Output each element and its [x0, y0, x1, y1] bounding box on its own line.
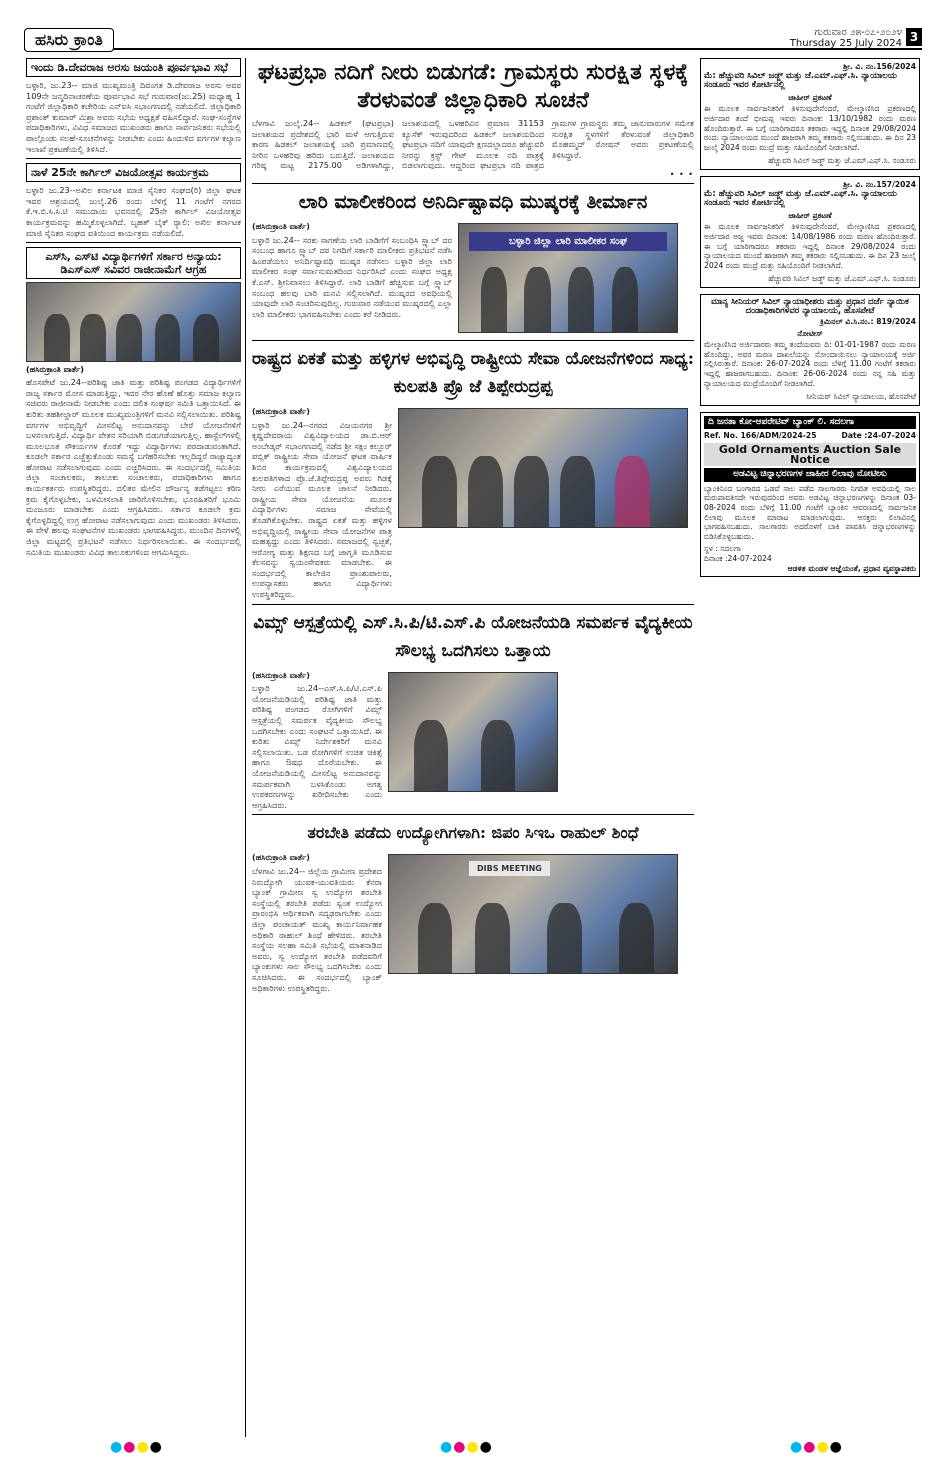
left-story1-body: ಬಳ್ಳಾರಿ, ಜು.23-- ಮಾಜಿ ಮುಖ್ಯಮಂತ್ರಿ ದಿವಂಗತ ಡಿ.ದೇವರಾಜ ಅರಸು ಅವರ 109ನೇ ಜನ್ಮದಿನಾಚರಣೆಯ ಪೂರ್ವಭಾವಿ ಸಭೆ ಗುರುವಾರ(ಜು.25) ಮಧ್ಯಾಹ್ನ 1 ಗಂಟೆಗೆ ಜಿಲ್ಲಾಧಿಕಾರಿ ಕಚೇರಿಯ ಎನ್‍ಐಸಿ ಸಭಾಂಗಣದಲ್ಲಿ ನಡೆಯಲಿದೆ. ಜಿಲ್ಲಾಧಿಕಾರಿ ಪ್ರಶಾಂತ್ ಕುಮಾರ್ ಮಿಶ್ರಾ ಅವರು ಸಭೆಯ ಅಧ್ಯಕ್ಷತೆ ವಹಿಸಲಿದ್ದಾರೆ. ಸಂಘ-ಸಂಸ್ಥೆಗಳ ಪದಾಧಿಕಾರಿಗಳು, ವಿವಿಧ ಸಮಾಜದ ಮುಖಂಡರು ಹಾಗೂ ಸಾರ್ವಜನಿಕರು ಸಭೆಯಲ್ಲಿ ಪಾಲ್ಗೊಂಡು ಸಲಹೆ-ಸೂಚನೆಗಳನ್ನು ನೀಡಬೇಕು ಎಂದು ಹಿಂದುಳಿದ ವರ್ಗಗಳ ಕಲ್ಯಾಣ ಇಲಾಖೆ ಪ್ರಕಟಣೆಯಲ್ಲಿ ತಿಳಿಸಿದೆ. [26, 80, 241, 154]
notice-hospet-body: ಮೇಲ್ಕಾಣಿಸಿದ ಅರ್ಜಿದಾರರು ತಮ್ಮ ತಂದೆಯವರು ದಿ: 01-01-1987 ರಂದು ಮರಣ ಹೊಂದಿದ್ದು, ಅವರ ಮರಣ ದಾಖಲೆಯನ್ನು ನೋಂದಾಯಿಸಲು ನ್ಯಾಯಾಲಯಕ್ಕೆ ಅರ್ಜಿ ಸಲ್ಲಿಸಿರುತ್ತಾರೆ. ದಿನಾಂಕ: 26-07-2024 ರಂದು ಬೆಳಿಗ್ಗೆ 11.00 ಗಂಟೆಗೆ ತಕರಾರು ಇದ್ದಲ್ಲಿ ಹಾಜರಾಗಬಹುದು. ದಿನಾಂಕ: 26-06-2024 ರಂದು ನನ್ನ ಸಹಿ ಮತ್ತು ನ್ಯಾಯಾಲಯದ ಮುದ್ರೆಯೊಂದಿಗೆ ನೀಡಲಾಗಿದೆ. [704, 340, 916, 388]
training-body: ಬೆಳಗಾವಿ ಜು.24-- ಜಿಲ್ಲೆಯ ಗ್ರಾಮೀಣ ಪ್ರದೇಶದ ನಿರುದ್ಯೋಗಿ ಯುವಕ-ಯುವತಿಯರು ಕೆನರಾ ಬ್ಯಾಂಕ್ ಗ್ರಾಮೀಣ ಸ್ವ ಉದ್ಯೋಗ ತರಬೇತಿ ಸಂಸ್ಥೆಯಲ್ಲಿ ತರಬೇತಿ ಪಡೆದು ಸ್ವಂತ ಉದ್ಯೋಗ ಪ್ರಾರಂಭಿಸಿ ಆರ್ಥಿಕವಾಗಿ ಸದೃಢರಾಗಬೇಕು ಎಂದು ಜಿಲ್ಲಾ ಪಂಚಾಯತ್ ಮುಖ್ಯ ಕಾರ್ಯನಿರ್ವಾಹಕ ಅಧಿಕಾರಿ ರಾಹುಲ್ ಶಿಂಧೆ ಹೇಳಿದರು. ತರಬೇತಿ ಸಂಸ್ಥೆಯ ಸಲಹಾ ಸಮಿತಿ ಸಭೆಯಲ್ಲಿ ಮಾತನಾಡಿದ ಅವರು, ಸ್ವ ಉದ್ಯೋಗ ತರಬೇತಿ ಪಡೆದವರಿಗೆ ಬ್ಯಾಂಕುಗಳು ಸಾಲ ಸೌಲಭ್ಯ ಒದಗಿಸಬೇಕು ಎಂದು ಸೂಚಿಸಿದರು. ಈ ಸಂದರ್ಭದಲ್ಲಿ ಬ್ಯಾಂಕ್ ಅಧಿಕಾರಿಗಳು ಉಪಸ್ಥಿತರಿದ್ದರು. [252, 865, 382, 993]
notice-157-case-no: ಶ್ರೀ. ವಿ. ನಂ.157/2024 [843, 179, 916, 189]
ad-place: ಸ್ಥಳ : ಸದಲಗಾ [704, 544, 741, 554]
training-headline: ತರಬೇತಿ ಪಡೆದು ಉದ್ಯೋಗಿಗಳಾಗಿ: ಜಿಪಂ ಸಿಇಒ ರಾಹುಲ್ ಶಿಂಧೆ [307, 823, 639, 843]
ad-signatory: ಆಡಳಿತ ಮಂಡಳ ಆಜ್ಞೆಯಂತೆ, ಪ್ರಧಾನ ವ್ಯವಸ್ಥಾಪಕರು [787, 563, 916, 573]
lead-headline: ಘಟಪ್ರಭಾ ನದಿಗೆ ನೀರು ಬಿಡುಗಡೆ: ಗ್ರಾಮಸ್ಥರು ಸುರಕ್ಷಿತ ಸ್ಥಳಕ್ಕೆ ತೆರಳುವಂತೆ ಜಿಲ್ಲಾಧಿಕಾರಿ ಸೂಚನೆ [257, 59, 689, 113]
notice-hospet-title: ಮಾನ್ಯ ಸೀನಿಯರ್ ಸಿವಿಲ್ ನ್ಯಾಯಾಧೀಶರು ಮತ್ತು ಪ್ರಧಾನ ದರ್ಜೆ ನ್ಯಾಯಿಕ ದಂಡಾಧಿಕಾರಿಗಳವರ ನ್ಯಾಯಾಲಯ, ಹೊಸಪೇಟೆ [711, 296, 909, 317]
dss-protest-photo [26, 282, 241, 362]
left-story3-body: ಹೊಸಪೇಟೆ ಜು.24--ಪರಿಶಿಷ್ಟ ಜಾತಿ ಮತ್ತು ಪರಿಶಿಷ್ಟ ಪಂಗಡದ ವಿದ್ಯಾರ್ಥಿಗಳಿಗೆ ರಾಜ್ಯ ಸರ್ಕಾರ ಮೋಸ ಮಾಡುತ್ತಿದ್ದು, ಇದರ ನೇರ ಹೊಣೆ ಹೊತ್ತು ಸಮಾಜ ಕಲ್ಯಾಣ ಸಚಿವರು ರಾಜೀನಾಮೆ ನೀಡಬೇಕು ಎಂದು ದಲಿತ ಸಂಘರ್ಷ ಸಮಿತಿ ಒತ್ತಾಯಿಸಿದೆ. ಈ ಕುರಿತು ತಹಶೀಲ್ದಾರ್ ಮೂಲಕ ಮುಖ್ಯಮಂತ್ರಿಗಳಿಗೆ ಮನವಿ ಸಲ್ಲಿಸಲಾಯಿತು. ಪರಿಶಿಷ್ಟ ವರ್ಗಗಳ ಅಭಿವೃದ್ಧಿಗೆ ಮೀಸಲಿಟ್ಟ ಅನುದಾನವನ್ನು ಬೇರೆ ಯೋಜನೆಗಳಿಗೆ ಬಳಸಲಾಗುತ್ತಿದೆ. ವಿದ್ಯಾರ್ಥಿ ವೇತನ ಸರಿಯಾಗಿ ಬಿಡುಗಡೆಯಾಗುತ್ತಿಲ್ಲ. ಹಾಸ್ಟೆಲ್‍ಗಳಲ್ಲಿ ಮೂಲಭೂತ ಸೌಕರ್ಯಗಳ ಕೊರತೆ ಇದ್ದು ವಿದ್ಯಾರ್ಥಿಗಳು ಪರದಾಡುವಂತಾಗಿದೆ. ಕೂಡಲೇ ಸರ್ಕಾರ ಎಚ್ಚೆತ್ತುಕೊಂಡು ಸಮಸ್ಯೆ ಬಗೆಹರಿಸಬೇಕು ಇಲ್ಲದಿದ್ದರೆ ರಾಜ್ಯಾದ್ಯಂತ ಹೋರಾಟ ನಡೆಸಲಾಗುವುದು ಎಂದು ಎಚ್ಚರಿಸಿದರು. ಈ ಸಂದರ್ಭದಲ್ಲಿ ಸಮಿತಿಯ ಜಿಲ್ಲಾ ಸಂಚಾಲಕರು, ತಾಲೂಕು ಸಂಚಾಲಕರು, ಪದಾಧಿಕಾರಿಗಳು ಹಾಗೂ ಕಾರ್ಯಕರ್ತರು ಉಪಸ್ಥಿತರಿದ್ದರು. ದಲಿತರ ಮೇಲಿನ ದೌರ್ಜನ್ಯ ತಡೆಗಟ್ಟಲು ಕಠಿಣ ಕ್ರಮ ಕೈಗೊಳ್ಳಬೇಕು, ಒಳಮೀಸಲಾತಿ ಜಾರಿಗೊಳಿಸಬೇಕು, ಭೂರಹಿತರಿಗೆ ಭೂಮಿ ಮಂಜೂರು ಮಾಡಬೇಕು ಎಂದು ಆಗ್ರಹಿಸಿದರು. ಸರ್ಕಾರ ಕೂಡಲೇ ಕ್ರಮ ಕೈಗೊಳ್ಳದಿದ್ದಲ್ಲಿ ಉಗ್ರ ಹೋರಾಟ ನಡೆಸಲಾಗುವುದು ಎಂದು ಮುಖಂಡರು ತಿಳಿಸಿದರು. ಈ ವೇಳೆ ಹಲವು ಸಂಘಟನೆಗಳ ಮುಖಂಡರು ಭಾಗವಹಿಸಿದ್ದರು. ಮುಂದಿನ ದಿನಗಳಲ್ಲಿ ಜಿಲ್ಲಾ ಮಟ್ಟದಲ್ಲಿ ಪ್ರತಿಭಟನೆ ನಡೆಸಲು ನಿರ್ಧರಿಸಲಾಯಿತು. ಈ ಸಂದರ್ಭದಲ್ಲಿ ಸಮಿತಿಯ ಮುಖಂಡರು ವಿವಿಧ ತಾಲೂಕುಗಳಿಂದ ಆಗಮಿಸಿದ್ದರು. [26, 377, 241, 557]
ad-subtitle: ಅಡವಿಟ್ಟ ಚಿನ್ನಾಭರಣಗಳ ಜಾಹೀರ ಲಿಲಾವು ನೋಟೀಸು [704, 468, 916, 482]
court-notice-hospet [700, 294, 920, 406]
notice-157-section: ಜಾಹೀರ್ ಪ್ರಕಟಣೆ [788, 210, 832, 220]
notice-156-section: ಜಾಹೀರ್ ಪ್ರಕಟಣೆ [788, 92, 832, 102]
ad-ref-no: Ref. No. 166/ADM/2024-25 [704, 431, 817, 441]
date-english: Thursday 25 July 2024 [789, 38, 902, 49]
court-notice-156 [700, 58, 920, 170]
notice-hospet-footer: ಸೀನಿಯರ್ ಸಿವಿಲ್ ನ್ಯಾಯಾಲಯ, ಹೊಸಪೇಟೆ [806, 392, 916, 402]
lorry-strike-dateline: (ಹಸಿರುಕ್ರಾಂತಿ ವಾರ್ತೆ) [252, 221, 310, 231]
left-story2-body: ಬಳ್ಳಾರಿ ಜು.23--ಅಖಿಲ ಕರ್ನಾಟಕ ಮಾಜಿ ಸೈನಿಕರ ಸಂಘದ(ರಿ) ಜಿಲ್ಲಾ ಘಟಕ ಇವರ ಆಶ್ರಯದಲ್ಲಿ ಜುಲೈ.26 ರಂದು ಬೆಳಿಗ್ಗೆ 11 ಗಂಟೆಗೆ ನಗರದ ಕೆ.ಇ.ಬಿ.ಸಿ.ಸಿ.ಟಿ ಸಮುದಾಯ ಭವನದಲ್ಲಿ 25ನೇ ಕಾರ್ಗಿಲ್ ವಿಜಯೋತ್ಸವ ಕಾರ್ಯಕ್ರಮವನ್ನು ಹಮ್ಮಿಕೊಳ್ಳಲಾಗಿದೆ. ಬೃಹತ್ ಬೈಕ್ ರ್‍ಯಾಲಿ: ಅಖಿಲ ಕರ್ನಾಟಕ ಮಾಜಿ ಸೈನಿಕರ ಸಂಘದ ವತಿಯಿಂದ ಕಾರ್ಯಕ್ರಮ ನಡೆಯಲಿದೆ. [26, 185, 241, 238]
vims-headline: ವಿಮ್ಸ್ ಆಸ್ಪತ್ರೆಯಲ್ಲಿ ಎಸ್.ಸಿ.ಪಿ/ಟಿ.ಎಸ್.ಪಿ ಯೋಜನೆಯಡಿ ಸಮರ್ಪಕ ವೈದ್ಯಕೀಯ ಸೌಲಭ್ಯ ಒದಗಿಸಲು ಒತ್ತಾಯ [253, 612, 693, 661]
notice-hospet-case-no: ಕ್ರಿಮಿನಲ್ ವಿ.ಸಿ.ನಂ.: 819/2024 [820, 317, 916, 327]
notice-157-body: ಈ ಮೂಲಕ ಸಾರ್ವಜನಿಕರಿಗೆ ತಿಳಿಸುವುದೇನೆಂದರೆ, ಮೇಲ್ಕಾಣಿಸಿದ ಪ್ರಕರಣದಲ್ಲಿ ಅರ್ಜಿದಾರ ಅಜ್ಜ ಇವರು ದಿನಾಂಕ: 14/08/1986 ರಂದು ಮರಣ ಹೊಂದಿರುತ್ತಾರೆ. ಈ ಬಗ್ಗೆ ಯಾರಿಗಾದರೂ ತಕರಾರು ಇದ್ದಲ್ಲಿ ದಿನಾಂಕ 29/08/2024 ರಂದು ನ್ಯಾಯಾಲಯದ ಮುಂದೆ ಹಾಜರಾಗಿ ತಮ್ಮ ತಕರಾರು ಸಲ್ಲಿಸಬಹುದು. ಈ ದಿನ 23 ಜುಲೈ 2024 ರಂದು ಮುದ್ರೆ ಮತ್ತು ಸಹಿಯೊಂದಿಗೆ ನೀಡಲಾಗಿದೆ. [704, 222, 916, 270]
nss-headline: ರಾಷ್ಟ್ರದ ಏಕತೆ ಮತ್ತು ಹಳ್ಳಿಗಳ ಅಭಿವೃದ್ಧಿ ರಾಷ್ಟ್ರೀಯ ಸೇವಾ ಯೋಜನೆಗಳಿಂದ ಸಾಧ್ಯ: ಕುಲಪತಿ ಪ್ರೊ ಜೆ ತಿಪ್ಪೇರುದ್ರಪ್ಪ [252, 348, 694, 397]
lead-body: ಬೆಳಗಾವಿ ಜುಲೈ.24-- ಹಿಡಕಲ್ (ಘಟಪ್ರಭಾ) ಜಲಾಶಯದ ಪ್ರದೇಶದಲ್ಲಿ ಭಾರಿ ಮಳೆ ಆಗುತ್ತಿರುವ ಕಾರಣ ಹಿಡಕಲ್ ಜಲಾಶಯಕ್ಕೆ ಬಾರಿ ಪ್ರಮಾಣದಲ್ಲಿ ನೀರಿನ ಒಳಹರಿವು ಹರಿದು ಬರುತ್ತಿದೆ. ಜಲಾಶಯದ ಗರಿಷ್ಠ ಮಟ್ಟ 2175.00 ಅಡಿಗಳಾಗಿದ್ದು, ಜಲಾಶಯದಲ್ಲಿ ಒಳಹರಿವಿನ ಪ್ರಮಾಣ 31153 ಕ್ಯೂಸೆಕ್ ಇರುವುದರಿಂದ ಹಿಡಕಲ್ ಜಲಾಶಯದಿಂದ ಘಟಪ್ರಭಾ ನದಿಗೆ ಯಾವುದೇ ಕ್ಷಣದಲ್ಲಾದರೂ ಹೆಚ್ಚುವರಿ ನೀರನ್ನು ಕ್ರಸ್ಟ್ ಗೇಟ್ ಮೂಲಕ ನದಿ ಪಾತ್ರಕ್ಕೆ ಬಿಡಲಾಗುವುದು. ಆದ್ದರಿಂದ ಘಟಪ್ರಭಾ ನದಿ ಪಾತ್ರದ ಗ್ರಾಮಗಳ ಗ್ರಾಮಸ್ಥರು ತಮ್ಮ ಜಾನುವಾರುಗಳ ಸಮೇತ ಸುರಕ್ಷಿತ ಸ್ಥಳಗಳಿಗೆ ತೆರಳುವಂತೆ ಜಿಲ್ಲಾಧಿಕಾರಿ ಮೊಹಮ್ಮದ್ ರೋಷನ್ ಅವರು ಪ್ರಕಟಣೆಯಲ್ಲಿ ತಿಳಿಸಿದ್ದಾರೆ. [252, 118, 694, 171]
right-column [700, 58, 920, 1437]
dateline [790, 27, 902, 49]
middle-column [252, 58, 694, 1437]
lorry-strike-body: ಬಳ್ಳಾರಿ ಜು.24-- ಸರಕು ಸಾಗಣೆಯ ಲಾರಿ ಬಾಡಿಗೆಗೆ ಸಂಬಂಧಿಸಿ ಸ್ಲ್ಯಾಬ್ ದರ ಸಂಬಂಧ ಹಾಗೂ ಸ್ಲ್ಯಾಬ್ ದರ ನಿಗದಿಗೆ ಸರ್ಕಾರಿ ಮಾಲೀಕರು ಪ್ರತಿಭಟನೆ ನಡೆಸಿ ಹಿಂಪಡೆಯಲು ಅನಿರ್ದಿಷ್ಟಾವಧಿ ಮುಷ್ಕರ ನಡೆಸಲು ಬಳ್ಳಾರಿ ಜಿಲ್ಲಾ ಲಾರಿ ಮಾಲೀಕರ ಸಂಘ ಸರ್ವಾನುಮತದಿಂದ ನಿರ್ಧರಿಸಿದೆ ಎಂದು ಸಂಘದ ಅಧ್ಯಕ್ಷ ಕೆ.ಎಸ್. ಶ್ರೀನಿವಾಸಲು ತಿಳಿಸಿದ್ದಾರೆ. ಲಾರಿ ಬಾಡಿಗೆ ಹೆಚ್ಚಿಸುವ ಬಗ್ಗೆ ಸ್ಲ್ಯಾಬ್ ಸಂಬಂಧ ಹಲವು ಬಾರಿ ಮನವಿ ಸಲ್ಲಿಸಲಾಗಿದೆ. ಮುಷ್ಕರದ ಅವಧಿಯಲ್ಲಿ ಯಾವುದೇ ಲಾರಿ ಸಂಚರಿಸುವುದಿಲ್ಲ. ಗುರುವಾರ ನಡೆಯುವ ಮುಷ್ಕರದಲ್ಲಿ ಎಲ್ಲಾ ಲಾರಿ ಮಾಲೀಕರು ಭಾಗವಹಿಸಬೇಕು ಎಂದು ಕರೆ ನೀಡಿದರು. [252, 234, 453, 319]
notice-156-body: ಈ ಮೂಲಕ ಸಾರ್ವಜನಿಕರಿಗೆ ತಿಳಿಸುವುದೇನೆಂದರೆ, ಮೇಲ್ಕಾಣಿಸಿದ ಪ್ರಕರಣದಲ್ಲಿ ಅರ್ಜಿದಾರ ತಂದೆ ಭೀಮಪ್ಪ ಇವರು ದಿನಾಂಕ: 13/10/1982 ರಂದು ಮರಣ ಹೊಂದಿರುತ್ತಾರೆ. ಈ ಬಗ್ಗೆ ಯಾರಿಗಾದರೂ ತಕರಾರು ಇದ್ದಲ್ಲಿ ದಿನಾಂಕ 29/08/2024 ರಂದು ನ್ಯಾಯಾಲಯದ ಮುಂದೆ ಹಾಜರಾಗಿ ತಮ್ಮ ತಕರಾರು ಸಲ್ಲಿಸಬಹುದು. ಈ ದಿನ 23 ಜುಲೈ 2024 ರಂದು ಮುದ್ರೆ ಮತ್ತು ಸಹಿಯೊಂದಿಗೆ ನೀಡಲಾಗಿದೆ. [704, 104, 916, 152]
ad-sign-date: ದಿನಾಂಕ :24-07-2024 [704, 553, 772, 563]
notice-157-footer: ಹೆಚ್ಚುವರಿ ಸಿವಿಲ್ ಜಡ್ಜ್ ಮತ್ತು ಜೆ.ಎಮ್.ಎಫ್.ಸಿ. ಸಂಡೂರು [768, 274, 916, 284]
nss-body: ಬಳ್ಳಾರಿ ಜು.24--ನಗರದ ವಿಜಯನಗರ ಶ್ರೀ ಕೃಷ್ಣದೇವರಾಯ ವಿಶ್ವವಿದ್ಯಾಲಯದ ಡಾ.ಬಿ.ಆರ್ ಅಂಬೇಡ್ಕರ್ ಸಭಾಂಗಣದಲ್ಲಿ ನಡೆದ ಶ್ರೀ ಸಕ್ಷಂ ಕಲ್ಲೂರ್ ಪಬ್ಲಿಕ್ ರಾಷ್ಟ್ರೀಯ ಸೇವಾ ಯೋಜನೆ ಘಟಕ ವಾರ್ಷಿಕ ಶಿಬಿರ ಕಾರ್ಯಕ್ರಮದಲ್ಲಿ ವಿಶ್ವವಿದ್ಯಾಲಯದ ಕುಲಪತಿಗಳಾದ ಪ್ರೊ.ಜೆ.ತಿಪ್ಪೇರುದ್ರಪ್ಪ ಅವರು ಗಿಡಕ್ಕೆ ನೀರು ಎರೆಯುವ ಮೂಲಕ ಚಾಲನೆ ನೀಡಿದರು. ರಾಷ್ಟ್ರೀಯ ಸೇವಾ ಯೋಜನೆಯ ಮೂಲಕ ವಿದ್ಯಾರ್ಥಿಗಳು ಸಮಾಜ ಸೇವೆಯಲ್ಲಿ ತೊಡಗಿಕೊಳ್ಳಬೇಕು. ರಾಷ್ಟ್ರದ ಏಕತೆ ಮತ್ತು ಹಳ್ಳಿಗಳ ಅಭಿವೃದ್ಧಿಯಲ್ಲಿ ರಾಷ್ಟ್ರೀಯ ಸೇವಾ ಯೋಜನೆಗಳ ಪಾತ್ರ ಮಹತ್ವದ್ದು ಎಂದು ತಿಳಿಸಿದರು. ಸಮಾಜದಲ್ಲಿ ಸ್ವಚ್ಛತೆ, ಆರೋಗ್ಯ ಮತ್ತು ಶಿಕ್ಷಣದ ಬಗ್ಗೆ ಜಾಗೃತಿ ಮೂಡಿಸುವ ಕೆಲಸವನ್ನು ಸ್ವಯಂಸೇವಕರು ಮಾಡಬೇಕು. ಈ ಸಂದರ್ಭದಲ್ಲಿ ಕಾಲೇಜಿನ ಪ್ರಾಂಶುಪಾಲರು, ಉಪನ್ಯಾಸಕರು ಹಾಗೂ ವಿದ್ಯಾರ್ಥಿಗಳು ಉಪಸ್ಥಿತರಿದ್ದರು. [252, 419, 392, 600]
nss-dateline: (ಹಸಿರುಕ್ರಾಂತಿ ವಾರ್ತೆ) [252, 406, 310, 416]
divider [252, 814, 694, 815]
gold-auction-ad [700, 412, 920, 577]
divider [252, 604, 694, 605]
divider [26, 242, 241, 243]
notice-157-title: ಮೆ: ಹೆಚ್ಚುವರಿ ಸಿವಿಲ್ ಜಡ್ಜ್ ಮತ್ತು ಜೆ.ಎಮ್.ಎಫ್.ಸಿ. ನ್ಯಾಯಾಲಯ ಸಂಡೂರು ಇವರ ಕೋರ್ಟಿನಲ್ಲಿ [704, 188, 897, 209]
left-story3-dateline: (ಹಸಿರುಕ್ರಾಂತಿ ವಾರ್ತೆ) [26, 365, 84, 375]
notice-156-case-no: ಶ್ರೀ. ವಿ. ನಂ.156/2024 [843, 62, 916, 71]
court-notice-157 [700, 176, 920, 288]
end-mark: • • • [669, 169, 694, 179]
left-column [26, 58, 246, 1437]
vims-body: ಬಳ್ಳಾರಿ ಜು.24--ಎಸ್.ಸಿ.ಪಿ/ಟಿ.ಎಸ್.ಪಿ ಯೋಜನೆಯಡಿಯಲ್ಲಿ ಪರಿಶಿಷ್ಟ ಜಾತಿ ಮತ್ತು ಪರಿಶಿಷ್ಟ ಪಂಗಡದ ರೋಗಿಗಳಿಗೆ ವಿಮ್ಸ್ ಆಸ್ಪತ್ರೆಯಲ್ಲಿ ಸಮರ್ಪಕ ವೈದ್ಯಕೀಯ ಸೌಲಭ್ಯ ಒದಗಿಸಬೇಕು ಎಂದು ಸಂಘಟನೆ ಒತ್ತಾಯಿಸಿದೆ. ಈ ಕುರಿತು ವಿಮ್ಸ್ ನಿರ್ದೇಶಕರಿಗೆ ಮನವಿ ಸಲ್ಲಿಸಲಾಯಿತು. ಬಡ ರೋಗಿಗಳಿಗೆ ಉಚಿತ ಚಿಕಿತ್ಸೆ ಹಾಗೂ ಔಷಧ ದೊರೆಯಬೇಕು. ಈ ಯೋಜನೆಯಡಿಯಲ್ಲಿ ಮೀಸಲಿಟ್ಟ ಅನುದಾನವನ್ನು ಸಮರ್ಪಕವಾಗಿ ಬಳಸಿಕೊಂಡು ಅಗತ್ಯ ಉಪಕರಣಗಳನ್ನು ಖರೀದಿಸಬೇಕು ಎಂದು ಆಗ್ರಹಿಸಿದರು. [252, 683, 382, 810]
lorry-association-banner: ಬಳ್ಳಾರಿ ಜಿಲ್ಲಾ ಲಾರಿ ಮಾಲೀಕರ ಸಂಘ [469, 232, 667, 251]
registration-marks: ●●●● [110, 1439, 163, 1455]
vims-dateline: (ಹಸಿರುಕ್ರಾಂತಿ ವಾರ್ತೆ) [252, 670, 310, 680]
dibs-meeting-board: DIBS MEETING [469, 861, 550, 876]
ad-title: Gold Ornaments Auction Sale Notice [704, 443, 916, 466]
registration-marks: ●●●● [790, 1439, 843, 1455]
bank-name: ದಿ ಜನತಾ ಕೋ-ಆಪರೇಟಿವ್ ಬ್ಯಾಂಕ್ ಲಿ. ಸದಲಗಾ [704, 416, 916, 430]
nss-plant-watering-photo [398, 408, 688, 528]
left-story3-headline: ಎಸ್‍ಸಿ, ಎಸ್‍ಟಿ ವಿದ್ಯಾರ್ಥಿಗಳಿಗೆ ಸರ್ಕಾರ ಅನ್ಯಾಯ: ಡಿಎಸ್‍ಎಸ್ ಸವಿವರ ರಾಜೀನಾಮೆಗೆ ಆಗ್ರಹ [26, 247, 241, 279]
masthead: ಹಸಿರು ಕ್ರಾಂತಿ [24, 28, 114, 52]
dibs-meeting-photo [388, 854, 678, 974]
left-story2-headline: ನಾಳೆ 25ನೇ ಕಾರ್ಗಿಲ್ ವಿಜಯೋತ್ಸವ ಕಾರ್ಯಕ್ರಮ [26, 163, 241, 182]
ad-body: ಬ್ಯಾಂಕಿನಿಂದ ಬಂಗಾರದ ಒಡವೆ ಸಾಲ ಪಡೆದ ಸಾಲಗಾರರು ನಿಗದಿತ ಅವಧಿಯಲ್ಲಿ ಸಾಲ ಮರುಪಾವತಿಸದೇ ಇರುವುದರಿಂದ ಅವರು ಅಡವಿಟ್ಟ ಚಿನ್ನಾಭರಣಗಳನ್ನು ದಿನಾಂಕ 03-08-2024 ರಂದು ಬೆಳಿಗ್ಗೆ 11.00 ಗಂಟೆಗೆ ಬ್ಯಾಂಕಿನ ಆವರಣದಲ್ಲಿ ಸಾರ್ವಜನಿಕ ಲಿಲಾವು ಮೂಲಕ ಮಾರಾಟ ಮಾಡಲಾಗುವುದು. ಆಸಕ್ತರು ಲಿಲಾವಿನಲ್ಲಿ ಭಾಗವಹಿಸಬಹುದು. ಸಾಲಗಾರರು ಅದರೊಳಗೆ ಬಾಕಿ ಪಾವತಿಸಿ ಚಿನ್ನಾಭರಣಗಳನ್ನು ಬಿಡಿಸಿಕೊಳ್ಳಬಹುದು. [704, 483, 916, 541]
page-number: 3 [906, 28, 922, 46]
ad-date: Date :24-07-2024 [841, 431, 916, 441]
divider [252, 183, 694, 184]
date-kannada: ಗುರುವಾರ ೨೫-೦೭-೨೦೨೪ [814, 27, 902, 38]
left-story1-headline: ಇಂದು ಡಿ.ದೇವರಾಜ ಅರಸು ಜಯಂತಿ ಪೂರ್ವಭಾವಿ ಸಭೆ [26, 58, 241, 77]
divider [252, 340, 694, 341]
lorry-strike-headline: ಲಾರಿ ಮಾಲೀಕರಿಂದ ಅನಿರ್ದಿಷ್ಟಾವಧಿ ಮುಷ್ಕರಕ್ಕೆ ತೀರ್ಮಾನ [298, 190, 648, 213]
notice-156-title: ಮೆ: ಹೆಚ್ಚುವರಿ ಸಿವಿಲ್ ಜಡ್ಜ್ ಮತ್ತು ಜೆ.ಎಮ್.ಎಫ್.ಸಿ. ನ್ಯಾಯಾಲಯ ಸಂಡೂರು ಇವರ ಕೋರ್ಟಿನಲ್ಲಿ [704, 70, 897, 91]
page-header [24, 28, 922, 50]
registration-marks: ●●●● [440, 1439, 493, 1455]
notice-156-footer: ಹೆಚ್ಚುವರಿ ಸಿವಿಲ್ ಜಡ್ಜ್ ಮತ್ತು ಜೆ.ಎಮ್.ಎಫ್.ಸಿ. ಸಂಡೂರು [768, 156, 916, 166]
divider [26, 158, 241, 159]
training-dateline: (ಹಸಿರುಕ್ರಾಂತಿ ವಾರ್ತೆ) [252, 853, 310, 863]
notice-hospet-section: ನೋಟೀಸ್ [797, 328, 823, 338]
lorry-owners-meeting-photo [458, 223, 678, 333]
vims-memorandum-photo [388, 672, 558, 792]
